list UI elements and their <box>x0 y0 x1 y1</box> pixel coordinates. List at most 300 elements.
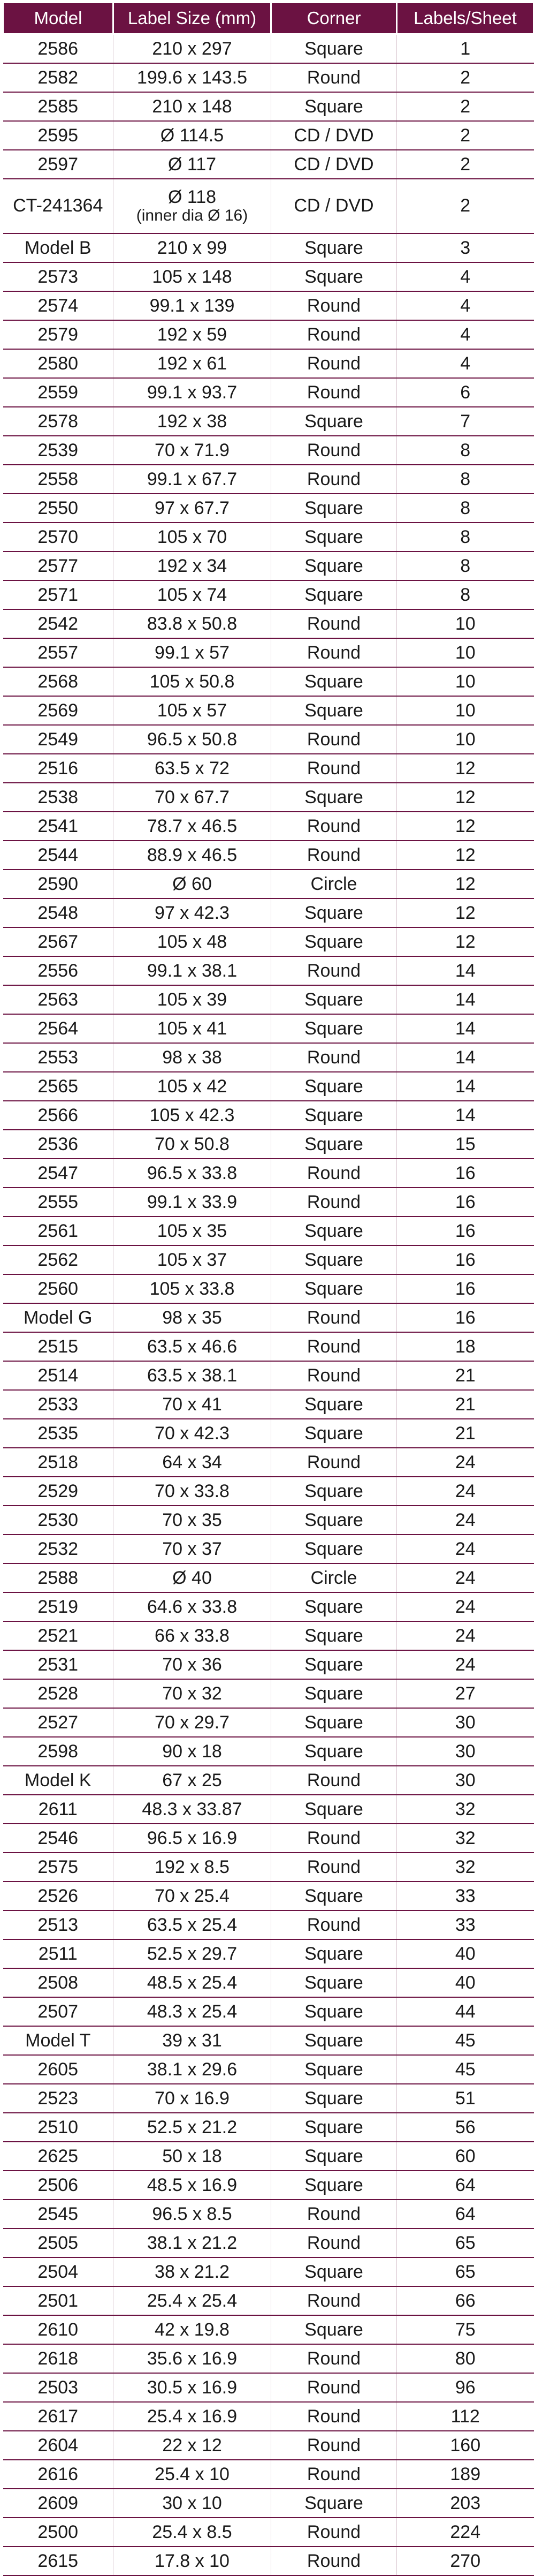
table-row <box>3 927 534 956</box>
label-size-cell: 83.8 x 50.8 <box>113 609 271 638</box>
table-header <box>3 3 534 34</box>
corner-cell: Round <box>271 349 397 378</box>
labels-per-sheet-cell: 64 <box>397 2200 534 2228</box>
label-size-cell: 88.9 x 46.5 <box>113 841 271 870</box>
model-cell: 2580 <box>3 349 113 378</box>
model-cell: 2574 <box>3 291 113 320</box>
labels-per-sheet-cell: 4 <box>397 262 534 291</box>
label-size-cell: 39 x 31 <box>113 2026 271 2055</box>
corner-cell: Square <box>271 1274 397 1303</box>
labels-per-sheet-cell: 64 <box>397 2171 534 2200</box>
labels-per-sheet-cell: 75 <box>397 2315 534 2344</box>
labels-per-sheet-cell: 2 <box>397 92 534 121</box>
model-cell: 2573 <box>3 262 113 291</box>
header-row <box>3 3 534 34</box>
labels-per-sheet-cell: 32 <box>397 1824 534 1853</box>
label-size-cell: Ø 60 <box>113 870 271 898</box>
label-size-cell: 105 x 37 <box>113 1245 271 1274</box>
label-size-cell: 25.4 x 8.5 <box>113 2518 271 2547</box>
table-row <box>3 407 534 436</box>
model-cell: 2548 <box>3 898 113 927</box>
table-row <box>3 2547 534 2575</box>
corner-cell: Square <box>271 1939 397 1968</box>
corner-cell: Round <box>271 1910 397 1939</box>
label-size-cell: 30.5 x 16.9 <box>113 2373 271 2402</box>
table-row <box>3 1101 534 1130</box>
label-size-cell: Ø 114.5 <box>113 121 271 150</box>
table-row <box>3 233 534 262</box>
label-size-cell: 22 x 12 <box>113 2431 271 2460</box>
corner-cell: Square <box>271 1477 397 1506</box>
model-cell: 2617 <box>3 2402 113 2431</box>
labels-per-sheet-cell: 30 <box>397 1737 534 1766</box>
table-row <box>3 1592 534 1621</box>
table-row <box>3 2026 534 2055</box>
model-cell: 2533 <box>3 1390 113 1419</box>
table-body <box>3 34 534 2576</box>
label-size-cell: 38.1 x 21.2 <box>113 2228 271 2257</box>
table-row <box>3 262 534 291</box>
label-size-cell: 192 x 8.5 <box>113 1853 271 1882</box>
table-row <box>3 870 534 898</box>
corner-cell: Square <box>271 1737 397 1766</box>
table-row <box>3 1130 534 1159</box>
model-cell: 2578 <box>3 407 113 436</box>
label-size-cell: 97 x 67.7 <box>113 494 271 523</box>
label-size-note: (inner dia Ø 16) <box>136 207 248 225</box>
model-cell: 2535 <box>3 1419 113 1448</box>
table-row <box>3 580 534 609</box>
label-size-cell: 48.5 x 16.9 <box>113 2171 271 2200</box>
labels-per-sheet-cell: 270 <box>397 2547 534 2575</box>
corner-cell: Square <box>271 523 397 552</box>
labels-per-sheet-cell: 1 <box>397 34 534 64</box>
label-size-cell: 99.1 x 33.9 <box>113 1188 271 1217</box>
corner-cell: Square <box>271 1708 397 1737</box>
corner-cell: Square <box>271 552 397 580</box>
table-row <box>3 2286 534 2315</box>
labels-per-sheet-cell: 12 <box>397 870 534 898</box>
label-size-cell: 70 x 25.4 <box>113 1882 271 1910</box>
header-corner: Corner <box>271 3 397 34</box>
table-row <box>3 725 534 754</box>
model-cell: 2539 <box>3 436 113 465</box>
labels-per-sheet-cell: 8 <box>397 436 534 465</box>
labels-per-sheet-cell: 24 <box>397 1592 534 1621</box>
header-labels-per-sheet: Labels/Sheet <box>397 3 534 34</box>
table-row <box>3 1650 534 1679</box>
label-size-cell: 67 x 25 <box>113 1766 271 1795</box>
model-cell: Model K <box>3 1766 113 1795</box>
table-row <box>3 92 534 121</box>
table-row <box>3 1014 534 1043</box>
labels-per-sheet-cell: 12 <box>397 812 534 841</box>
corner-cell: Round <box>271 956 397 985</box>
model-cell: Model B <box>3 233 113 262</box>
label-size-cell: 105 x 41 <box>113 1014 271 1043</box>
label-size-cell: 70 x 50.8 <box>113 1130 271 1159</box>
label-size-cell: 192 x 38 <box>113 407 271 436</box>
label-size-cell: 64 x 34 <box>113 1448 271 1477</box>
labels-per-sheet-cell: 12 <box>397 754 534 783</box>
label-size-cell: 210 x 297 <box>113 34 271 64</box>
label-size-cell <box>113 179 271 233</box>
model-cell: 2553 <box>3 1043 113 1072</box>
labels-per-sheet-cell: 40 <box>397 1968 534 1997</box>
labels-per-sheet-cell: 2 <box>397 179 534 233</box>
corner-cell: Square <box>271 2257 397 2286</box>
corner-cell: Square <box>271 1997 397 2026</box>
model-cell: 2582 <box>3 63 113 92</box>
table-row <box>3 349 534 378</box>
model-cell: 2555 <box>3 1188 113 1217</box>
label-size-cell: 66 x 33.8 <box>113 1621 271 1650</box>
corner-cell: Round <box>271 1159 397 1188</box>
corner-cell: Square <box>271 667 397 696</box>
corner-cell: Round <box>271 2402 397 2431</box>
labels-per-sheet-cell: 12 <box>397 898 534 927</box>
label-size-cell: 38.1 x 29.6 <box>113 2055 271 2084</box>
labels-per-sheet-cell: 16 <box>397 1245 534 1274</box>
labels-per-sheet-cell: 4 <box>397 349 534 378</box>
labels-per-sheet-cell: 8 <box>397 494 534 523</box>
labels-per-sheet-cell: 14 <box>397 985 534 1014</box>
label-size-cell: 97 x 42.3 <box>113 898 271 927</box>
model-cell: 2588 <box>3 1563 113 1592</box>
label-size-cell: 70 x 71.9 <box>113 436 271 465</box>
table-row <box>3 1910 534 1939</box>
table-row <box>3 552 534 580</box>
labels-per-sheet-cell: 30 <box>397 1708 534 1737</box>
model-cell: 2519 <box>3 1592 113 1621</box>
table-row <box>3 1824 534 1853</box>
label-size-cell: 70 x 37 <box>113 1535 271 1563</box>
model-cell: 2563 <box>3 985 113 1014</box>
model-cell: 2521 <box>3 1621 113 1650</box>
labels-per-sheet-cell: 10 <box>397 696 534 725</box>
corner-cell: Square <box>271 1535 397 1563</box>
model-cell: 2526 <box>3 1882 113 1910</box>
label-size-cell: 105 x 39 <box>113 985 271 1014</box>
model-cell: 2500 <box>3 2518 113 2547</box>
corner-cell: Round <box>271 609 397 638</box>
model-cell: 2501 <box>3 2286 113 2315</box>
table-row <box>3 2402 534 2431</box>
table-row <box>3 1390 534 1419</box>
corner-cell: Square <box>271 2489 397 2518</box>
corner-cell: Round <box>271 2286 397 2315</box>
labels-per-sheet-cell: 14 <box>397 1043 534 1072</box>
label-size-cell: 99.1 x 57 <box>113 638 271 667</box>
model-cell: 2559 <box>3 378 113 407</box>
table-row <box>3 2518 534 2547</box>
labels-per-sheet-cell: 21 <box>397 1361 534 1390</box>
labels-per-sheet-cell: 4 <box>397 291 534 320</box>
model-cell: 2585 <box>3 92 113 121</box>
labels-per-sheet-cell: 14 <box>397 1072 534 1101</box>
labels-per-sheet-cell: 45 <box>397 2055 534 2084</box>
corner-cell: Round <box>271 291 397 320</box>
corner-cell: Round <box>271 2547 397 2575</box>
labels-per-sheet-cell: 24 <box>397 1650 534 1679</box>
label-size-cell: 96.5 x 8.5 <box>113 2200 271 2228</box>
label-size-cell: 35.6 x 16.9 <box>113 2344 271 2373</box>
label-size-cell: 25.4 x 16.9 <box>113 2402 271 2431</box>
label-size-cell: 48.3 x 25.4 <box>113 1997 271 2026</box>
model-cell: 2504 <box>3 2257 113 2286</box>
labels-per-sheet-cell: 30 <box>397 1766 534 1795</box>
label-size-cell: 105 x 35 <box>113 1217 271 1245</box>
corner-cell: Square <box>271 1968 397 1997</box>
label-size-cell: Ø 117 <box>113 150 271 179</box>
labels-per-sheet-cell: 15 <box>397 1130 534 1159</box>
corner-cell: Round <box>271 1448 397 1477</box>
table-row <box>3 1274 534 1303</box>
labels-per-sheet-cell: 112 <box>397 2402 534 2431</box>
corner-cell: Square <box>271 1245 397 1274</box>
label-size-cell: 192 x 59 <box>113 320 271 349</box>
labels-per-sheet-cell: 14 <box>397 1014 534 1043</box>
table-row <box>3 1853 534 1882</box>
model-cell: CT-241364 <box>3 179 113 233</box>
corner-cell: Round <box>271 320 397 349</box>
table-row <box>3 638 534 667</box>
table-row <box>3 378 534 407</box>
model-cell: 2616 <box>3 2460 113 2489</box>
table-row <box>3 2171 534 2200</box>
labels-per-sheet-cell: 24 <box>397 1448 534 1477</box>
corner-cell: Square <box>271 2055 397 2084</box>
labels-per-sheet-cell: 66 <box>397 2286 534 2315</box>
labels-per-sheet-cell: 6 <box>397 378 534 407</box>
table-row <box>3 1245 534 1274</box>
label-size-cell: 52.5 x 21.2 <box>113 2113 271 2142</box>
corner-cell: Square <box>271 927 397 956</box>
table-row <box>3 150 534 179</box>
table-row <box>3 1535 534 1563</box>
model-cell: 2528 <box>3 1679 113 1708</box>
model-cell: 2518 <box>3 1448 113 1477</box>
corner-cell: Round <box>271 1332 397 1361</box>
model-cell: 2541 <box>3 812 113 841</box>
table-row <box>3 2228 534 2257</box>
model-cell: 2598 <box>3 1737 113 1766</box>
model-cell: 2545 <box>3 2200 113 2228</box>
corner-cell: Square <box>271 2171 397 2200</box>
label-size-cell: 70 x 67.7 <box>113 783 271 812</box>
label-size-cell: 70 x 16.9 <box>113 2084 271 2113</box>
table-row <box>3 898 534 927</box>
label-size-cell: 96.5 x 16.9 <box>113 1824 271 1853</box>
model-cell: 2550 <box>3 494 113 523</box>
labels-per-sheet-cell: 16 <box>397 1303 534 1332</box>
corner-cell: Square <box>271 1882 397 1910</box>
model-cell: 2611 <box>3 1795 113 1824</box>
model-cell: 2538 <box>3 783 113 812</box>
labels-per-sheet-cell: 8 <box>397 580 534 609</box>
labels-per-sheet-cell: 24 <box>397 1506 534 1535</box>
labels-per-sheet-cell: 2 <box>397 63 534 92</box>
label-size-cell: 70 x 29.7 <box>113 1708 271 1737</box>
table-row <box>3 2373 534 2402</box>
model-cell: 2571 <box>3 580 113 609</box>
label-size-cell: 90 x 18 <box>113 1737 271 1766</box>
corner-cell: Round <box>271 2200 397 2228</box>
corner-cell: Square <box>271 1217 397 1245</box>
labels-per-sheet-cell: 24 <box>397 1477 534 1506</box>
labels-per-sheet-cell: 51 <box>397 2084 534 2113</box>
model-cell: 2615 <box>3 2547 113 2575</box>
corner-cell: Round <box>271 812 397 841</box>
label-size-cell: 42 x 19.8 <box>113 2315 271 2344</box>
corner-cell: CD / DVD <box>271 121 397 150</box>
label-size-cell: 98 x 38 <box>113 1043 271 1072</box>
labels-per-sheet-cell: 10 <box>397 638 534 667</box>
labels-per-sheet-cell: 32 <box>397 1795 534 1824</box>
corner-cell: Square <box>271 1621 397 1650</box>
header-label-size: Label Size (mm) <box>113 3 271 34</box>
corner-cell: Square <box>271 1072 397 1101</box>
corner-cell: Round <box>271 1824 397 1853</box>
table-row <box>3 2489 534 2518</box>
corner-cell: Square <box>271 1101 397 1130</box>
model-cell: 2531 <box>3 1650 113 1679</box>
table-row <box>3 1939 534 1968</box>
table-row <box>3 1188 534 1217</box>
table-row <box>3 1968 534 1997</box>
label-size-cell: 52.5 x 29.7 <box>113 1939 271 1968</box>
label-size-cell: 50 x 18 <box>113 2142 271 2171</box>
model-cell: 2503 <box>3 2373 113 2402</box>
table-row <box>3 1448 534 1477</box>
model-cell: 2561 <box>3 1217 113 1245</box>
table-row <box>3 783 534 812</box>
corner-cell: Square <box>271 2315 397 2344</box>
table-row <box>3 1708 534 1737</box>
label-size-cell: 105 x 50.8 <box>113 667 271 696</box>
model-cell: 2513 <box>3 1910 113 1939</box>
label-size-cell: 105 x 74 <box>113 580 271 609</box>
label-size-cell: 96.5 x 50.8 <box>113 725 271 754</box>
model-cell: 2544 <box>3 841 113 870</box>
corner-cell: Round <box>271 1361 397 1390</box>
corner-cell: CD / DVD <box>271 150 397 179</box>
model-cell: 2575 <box>3 1853 113 1882</box>
model-cell: 2570 <box>3 523 113 552</box>
corner-cell: Round <box>271 2373 397 2402</box>
labels-per-sheet-cell: 16 <box>397 1274 534 1303</box>
corner-cell: Square <box>271 262 397 291</box>
labels-per-sheet-cell: 21 <box>397 1390 534 1419</box>
labels-per-sheet-cell: 44 <box>397 1997 534 2026</box>
corner-cell: Round <box>271 2518 397 2547</box>
label-size-cell: 70 x 32 <box>113 1679 271 1708</box>
corner-cell: Round <box>271 465 397 494</box>
labels-per-sheet-cell: 40 <box>397 1939 534 1968</box>
labels-per-sheet-cell: 45 <box>397 2026 534 2055</box>
model-cell: 2565 <box>3 1072 113 1101</box>
labels-per-sheet-cell: 16 <box>397 1188 534 1217</box>
corner-cell: Square <box>271 1419 397 1448</box>
table-row <box>3 2055 534 2084</box>
labels-per-sheet-cell: 16 <box>397 1217 534 1245</box>
corner-cell: Square <box>271 580 397 609</box>
model-cell: 2505 <box>3 2228 113 2257</box>
model-cell: 2506 <box>3 2171 113 2200</box>
model-cell: Model G <box>3 1303 113 1332</box>
label-size-cell: 70 x 35 <box>113 1506 271 1535</box>
corner-cell: Square <box>271 1014 397 1043</box>
labels-per-sheet-cell: 160 <box>397 2431 534 2460</box>
table-row <box>3 291 534 320</box>
label-size-cell: 25.4 x 25.4 <box>113 2286 271 2315</box>
label-size-cell: 98 x 35 <box>113 1303 271 1332</box>
labels-per-sheet-cell: 24 <box>397 1621 534 1650</box>
table-row <box>3 1332 534 1361</box>
header-model: Model <box>3 3 113 34</box>
model-cell: 2590 <box>3 870 113 898</box>
table-row <box>3 696 534 725</box>
label-size-cell: 63.5 x 46.6 <box>113 1332 271 1361</box>
label-size-cell: 210 x 148 <box>113 92 271 121</box>
labels-per-sheet-cell: 60 <box>397 2142 534 2171</box>
label-size-cell: 99.1 x 139 <box>113 291 271 320</box>
corner-cell: Round <box>271 2344 397 2373</box>
table-row <box>3 2142 534 2171</box>
table-row <box>3 667 534 696</box>
model-cell: 2515 <box>3 1332 113 1361</box>
label-size-cell: 70 x 42.3 <box>113 1419 271 1448</box>
table-row <box>3 841 534 870</box>
corner-cell: Square <box>271 1650 397 1679</box>
model-cell: 2579 <box>3 320 113 349</box>
table-row <box>3 2460 534 2489</box>
corner-cell: Square <box>271 494 397 523</box>
table-row <box>3 754 534 783</box>
labels-per-sheet-cell: 24 <box>397 1563 534 1592</box>
label-size-cell: 70 x 41 <box>113 1390 271 1419</box>
model-cell: 2595 <box>3 121 113 150</box>
labels-per-sheet-cell: 10 <box>397 667 534 696</box>
model-cell: 2558 <box>3 465 113 494</box>
labels-per-sheet-cell: 14 <box>397 1101 534 1130</box>
model-cell: 2523 <box>3 2084 113 2113</box>
label-size-cell: 105 x 42 <box>113 1072 271 1101</box>
label-size-cell: 105 x 33.8 <box>113 1274 271 1303</box>
labels-per-sheet-cell: 21 <box>397 1419 534 1448</box>
label-size-cell: 64.6 x 33.8 <box>113 1592 271 1621</box>
table-row <box>3 2200 534 2228</box>
model-cell: 2516 <box>3 754 113 783</box>
model-cell: 2546 <box>3 1824 113 1853</box>
table-row <box>3 812 534 841</box>
labels-per-sheet-cell: 16 <box>397 1159 534 1188</box>
label-size-cell: 63.5 x 38.1 <box>113 1361 271 1390</box>
corner-cell: Square <box>271 696 397 725</box>
label-size-cell: 105 x 57 <box>113 696 271 725</box>
model-cell: 2547 <box>3 1159 113 1188</box>
model-cell: 2618 <box>3 2344 113 2373</box>
corner-cell: Square <box>271 1592 397 1621</box>
table-row <box>3 179 534 233</box>
model-cell: 2566 <box>3 1101 113 1130</box>
corner-cell: Square <box>271 985 397 1014</box>
model-cell: 2532 <box>3 1535 113 1563</box>
label-size-cell: 63.5 x 25.4 <box>113 1910 271 1939</box>
corner-cell: Square <box>271 2026 397 2055</box>
labels-per-sheet-cell: 8 <box>397 465 534 494</box>
label-size-cell: 105 x 148 <box>113 262 271 291</box>
